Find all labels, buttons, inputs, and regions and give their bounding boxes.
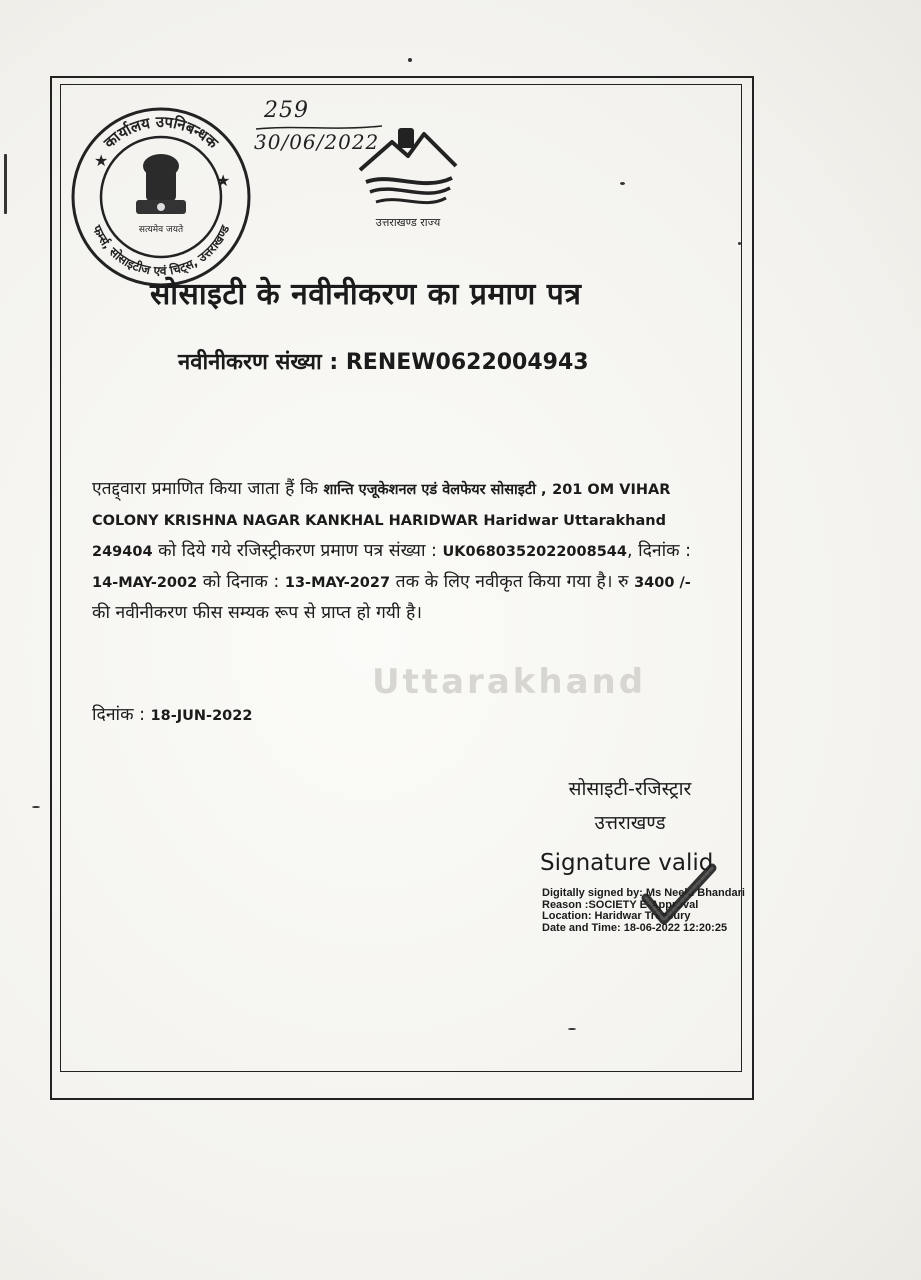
scan-speck [738,242,741,245]
renewal-fee: 3400 /- [634,575,691,591]
scan-speck [568,1028,576,1030]
scan-speck [32,806,40,808]
registrar-block [540,772,720,840]
issue-date: 18-JUN-2022 [150,708,253,724]
state-logo-caption: उत्तराखण्ड राज्य [375,216,441,229]
watermark-text: Uttarakhand [372,662,647,702]
seal-ring-text-top: कार्यालय उपनिबन्धक [100,112,222,153]
handwritten-number: 259 [264,98,309,123]
cert-phrase: को दिये गये रजिस्ट्रीकरण प्रमाण पत्र संख्या : [158,541,437,561]
issue-date-line [92,702,252,726]
registrar-title: सोसाइटी-रजिस्ट्रार [568,778,692,800]
official-seal [66,102,256,292]
ashoka-emblem-icon [136,154,186,214]
signature-reason: Reason :SOCIETY E-Approval [542,898,699,911]
registration-date-label: , दिनांक : [626,541,692,561]
registration-certificate-number: UK0680352022008544 [442,544,627,560]
registrar-state: उत्तराखण्ड [594,812,666,834]
valid-till-label: को दिनाक : [202,572,280,592]
fee-phrase: की नवीनीकरण फीस सम्यक रूप से प्राप्त हो गयी है। [92,603,422,623]
handwritten-date: 30/06/2022 [254,130,380,154]
society-address: 201 OM VIHAR COLONY KRISHNA NAGAR KANKHAL HARIDWAR Haridwar Uttarakhand 249404 [92,482,671,560]
scan-speck [620,182,625,185]
signature-status: Signature valid [540,850,714,876]
signature-datetime: Date and Time: 18-06-2022 12:20:25 [542,921,728,934]
renewal-label: नवीनीकरण संख्या : [178,350,339,375]
seal-motto: सत्यमेव जयते [138,225,184,235]
star-icon: ★ [94,151,109,170]
renewal-number-line [178,346,589,376]
body-intro: एतद्द्वारा प्रमाणित किया जाता हैं कि [92,479,318,499]
uttarakhand-logo-icon [352,120,464,232]
scan-edge-mark [4,154,7,214]
page-title: सोसाइटी के नवीनीकरण का प्रमाण पत्र [150,277,582,312]
star-icon: ★ [216,171,231,190]
society-name: शान्ति एजूकेशनल एडं वेलफेयर सोसाइटी , [323,482,547,498]
signature-location: Location: Haridwar Treasury [542,910,691,922]
certificate-body [92,474,707,628]
signature-signed-by: Digitally signed by: Ms Neelu Bhandari [542,887,745,899]
registration-date: 14-MAY-2002 [92,575,198,591]
signature-check-icon [640,858,720,938]
valid-till-date: 13-MAY-2027 [284,575,391,591]
renewed-phrase: तक के लिए नवीकृत किया गया है। रु [395,572,629,592]
scan-speck [408,58,412,62]
issue-date-label: दिनांक : [92,705,145,725]
seal-ring-text-bottom: फर्म्स, सोसाइटीज एवं चिट्स, उत्तराखण्ड [89,223,233,279]
renewal-number: RENEW0622004943 [345,350,589,375]
